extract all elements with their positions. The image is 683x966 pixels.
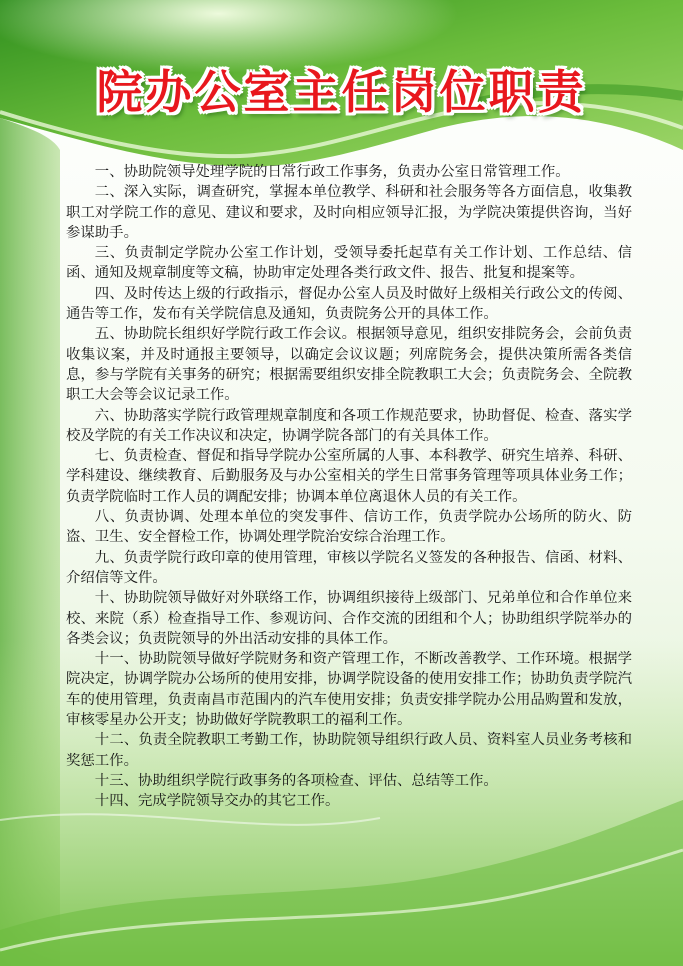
duty-item: 十二、负责全院教职工考勤工作，协助院领导组织行政人员、资料室人员业务考核和奖惩工作。 xyxy=(66,732,632,769)
duty-item: 三、负责制定学院办公室工作计划，受领导委托起草有关工作计划、工作总结、信函、通知及规章制度等文稿，协助审定处理各类行政文件、报告、批复和提案等。 xyxy=(66,245,632,282)
duty-item: 二、深入实际，调查研究，掌握本单位教学、科研和社会服务等各方面信息，收集教职工对学院工作的意见、建议和要求，及时向相应领导汇报，为学院决策提供咨询，当好参谋助手。 xyxy=(66,184,632,241)
duties-list xyxy=(66,162,632,812)
duty-item: 一、协助院领导处理学院的日常行政工作事务，负责办公室日常管理工作。 xyxy=(94,164,570,180)
duty-item: 五、协助院长组织好学院行政工作会议。根据领导意见，组织安排院务会，会前负责收集议案，并及时通报主要领导，以确定会议议题；列席院务会，提供决策所需各类信息，参与学院有关事务的研究；根据需要组织安排全院教职工大会；负责院务会、全院教职工大会等会议记录工作。 xyxy=(66,326,632,404)
duty-item: 十四、完成学院领导交办的其它工作。 xyxy=(94,793,340,810)
duty-item: 十一、协助院领导做好学院财务和资产管理工作，不断改善教学、工作环境。根据学院决定，协调学院办公场所的使用安排，协调学院设备的使用安排工作；协助负责学院汽车的使用管理，负责南昌市范围内的汽车使用安排；负责安排学院办公用品购置和发放，审核零星办公开支；协助做好学院教职工的福利工作。 xyxy=(66,651,632,729)
duty-item: 九、负责学院行政印章的使用管理，审核以学院名义签发的各种报告、信函、材料、介绍信等文件。 xyxy=(66,549,632,586)
duty-item: 四、及时传达上级的行政指示，督促办公室人员及时做好上级相关行政公文的传阅、通告等工作，发布有关学院信息及通知，负责院务公开的具体工作。 xyxy=(66,285,632,323)
duty-item: 七、负责检查、督促和指导学院办公室所属的人事、本科教学、研究生培养、科研、学科建设、继续教育、后勤服务及与办公室相关的学生日常事务管理等项具体业务工作；负责学院临时工作人员的调配安排；协调本单位离退休人员的有关工作。 xyxy=(66,448,632,505)
duty-item: 十、协助院领导做好对外联络工作，协调组织接待上级部门、兄弟单位和合作单位来校、来院（系）检查指导工作、参观访问、合作交流的团组和个人；协助组织学院举办的各类会议；负责院领导的外出活动安排的具体工作。 xyxy=(66,590,632,647)
duty-item: 八、负责协调、处理本单位的突发事件、信访工作，负责学院办公场所的防火、防盗、卫生、安全督检工作，协调处理学院治安综合治理工作。 xyxy=(66,509,632,546)
duty-item: 十三、协助组织学院行政事务的各项检查、评估、总结等工作。 xyxy=(94,772,498,789)
duty-item: 六、协助落实学院行政管理规章制度和各项工作规范要求，协助督促、检查、落实学校及学院的有关工作决议和决定，协调学院各部门的有关具体工作。 xyxy=(66,407,632,444)
page-title: 院办公室主任岗位职责 xyxy=(96,65,587,119)
